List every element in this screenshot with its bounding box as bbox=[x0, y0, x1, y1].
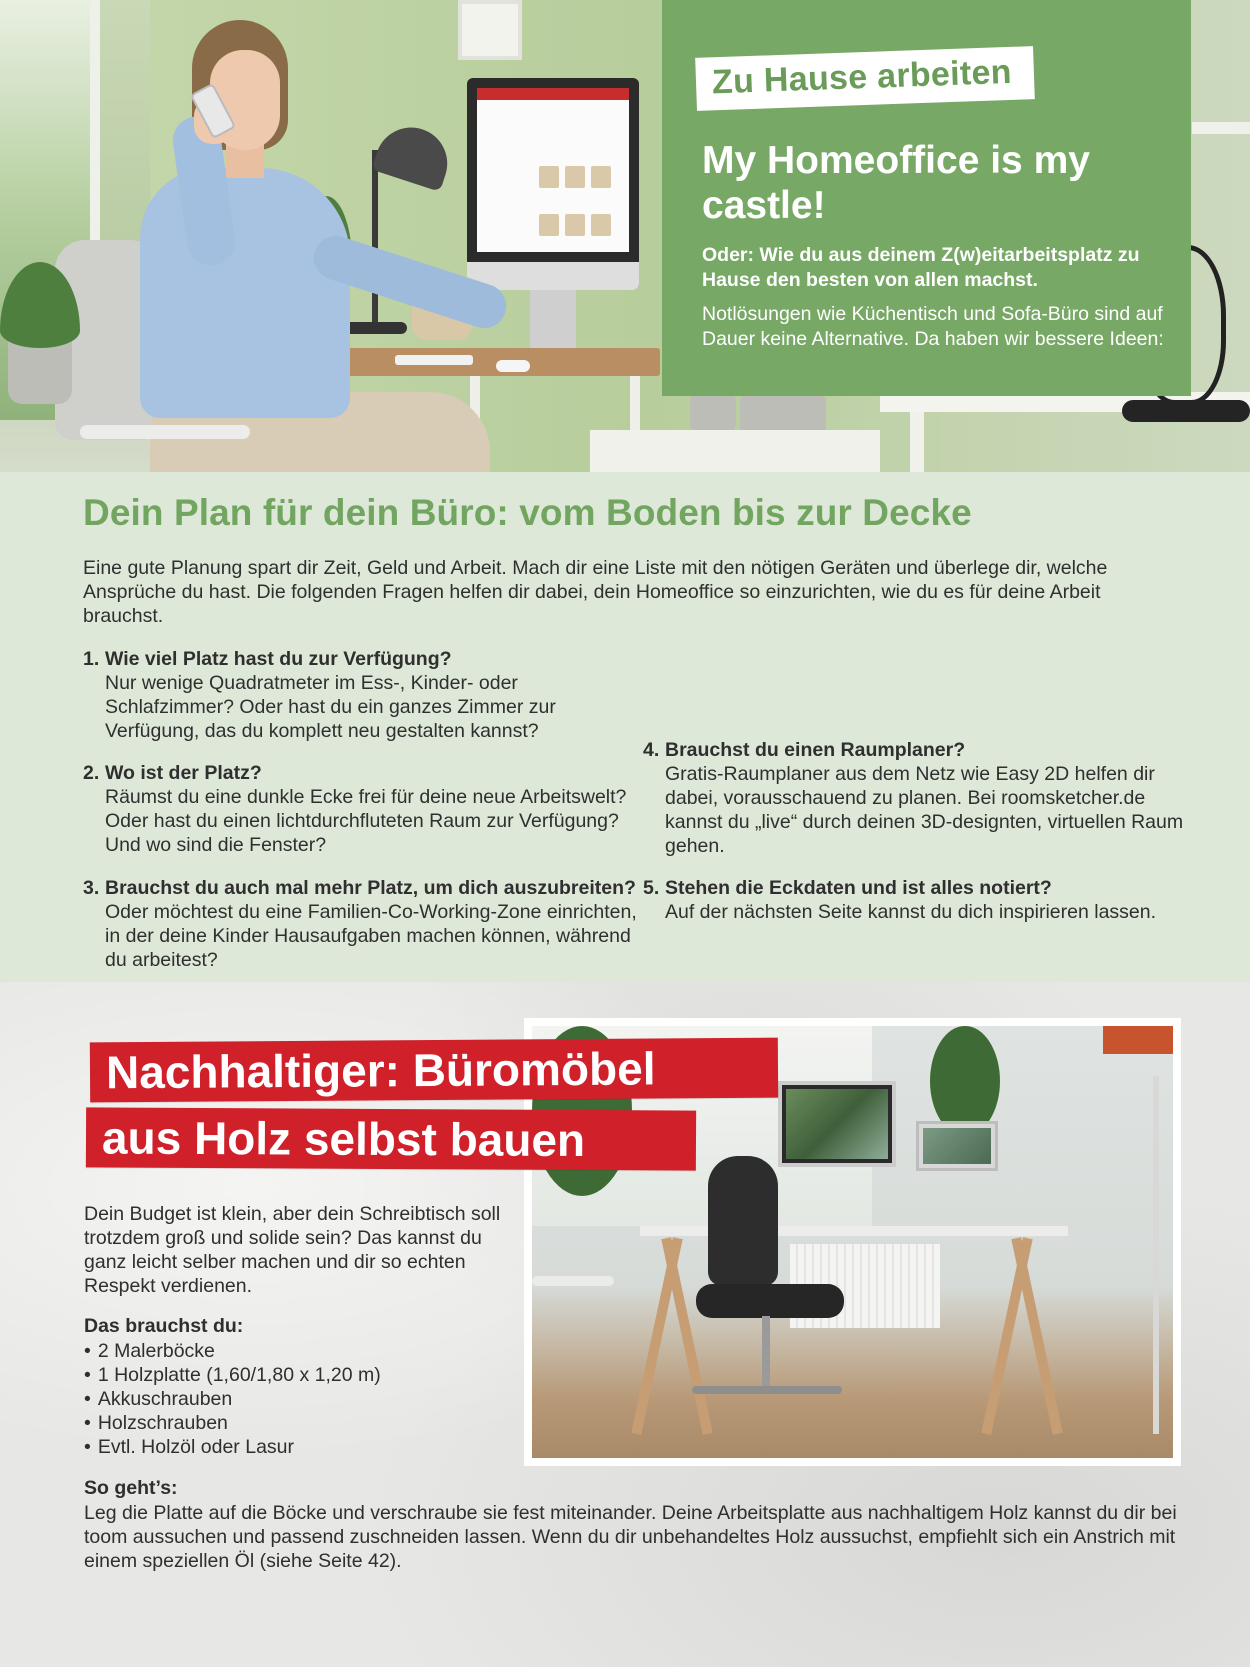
hero-monitor-icon bbox=[467, 78, 639, 290]
hero-wall-shelf bbox=[1192, 122, 1250, 134]
hero-section bbox=[0, 0, 1250, 472]
hero-screen-product-tile bbox=[539, 166, 559, 188]
diy-photo-trestle-leg bbox=[661, 1237, 712, 1435]
hero-screen-product-tile bbox=[591, 166, 611, 188]
hero-picture-frame bbox=[458, 0, 522, 60]
question-number: 3. bbox=[83, 877, 100, 899]
question-answer: Gratis-Raumplaner aus dem Netz wie Easy 2D helfen dir dabei, vorausschauend zu planen. Bei roomsketcher.de kannst du „live“ durch deinen 3D-designten, virtuellen Raum gehen. bbox=[665, 763, 1184, 857]
diy-title-line-1: Nachhaltiger: Büromöbel bbox=[90, 1038, 778, 1103]
list-item: • Akkuschrauben bbox=[84, 1387, 381, 1411]
question-title-text: Wie viel Platz hast du zur Verfügung? bbox=[105, 648, 452, 670]
question-item-1 bbox=[83, 647, 643, 743]
question-number: 5. bbox=[643, 877, 660, 899]
question-answer: Oder möchtest du eine Familien-Co-Working-Zone einrichten, in der deine Kinder Hausaufgaben machen können, während du arbeitest? bbox=[105, 901, 637, 971]
diy-photo-laptop-screen bbox=[923, 1128, 991, 1164]
hero-subtitle: Oder: Wie du aus deinem Z(w)eitarbeitsplatz zu Hause den besten von allen machst. bbox=[702, 244, 1140, 291]
list-item: • Evtl. Holzöl oder Lasur bbox=[84, 1435, 381, 1459]
question-number: 1. bbox=[83, 648, 100, 670]
hero-body-text: Notlösungen wie Küchentisch und Sofa-Büro sind auf Dauer keine Alternative. Da haben wir bessere Ideen: bbox=[702, 303, 1164, 350]
hero-text-box bbox=[662, 0, 1191, 396]
diy-title-line-2: aus Holz selbst bauen bbox=[86, 1107, 696, 1170]
question-title-text: Wo ist der Platz? bbox=[105, 762, 262, 784]
hero-monitor-stand bbox=[530, 290, 576, 348]
question-item-5 bbox=[643, 876, 1203, 924]
hero-title: My Homeoffice is my castle! bbox=[702, 139, 1090, 227]
question-title-text: Stehen die Eckdaten und ist alles notiert? bbox=[665, 877, 1052, 899]
hero-woman-on-phone bbox=[140, 20, 440, 472]
plan-intro: Eine gute Planung spart dir Zeit, Geld und Arbeit. Mach dir eine Liste mit den nötigen Geräten und überlege dir, welche Ansprüche du hast. Die folgenden Fragen helfen dir dabei, dein Homeoffice so einzurichten, wie du es für deine Arbeit brauchst. bbox=[83, 557, 1108, 627]
question-item-2 bbox=[83, 761, 643, 857]
diy-needs-list bbox=[84, 1339, 381, 1459]
diy-photo-desk-top bbox=[640, 1226, 1068, 1236]
question-title bbox=[83, 761, 643, 785]
hero-screen-product-tile bbox=[591, 214, 611, 236]
diy-needs-title: Das brauchst du: bbox=[84, 1315, 244, 1337]
hero-tag-label: Zu Hause arbeiten bbox=[695, 46, 1035, 111]
hero-monitor-screen bbox=[477, 88, 629, 252]
diy-photo-laptop-icon bbox=[916, 1121, 998, 1171]
diy-section bbox=[0, 982, 1250, 1667]
question-title bbox=[643, 876, 1203, 900]
question-title bbox=[643, 738, 1203, 762]
diy-photo-monitor-screen bbox=[786, 1089, 888, 1159]
hero-screen-product-tile bbox=[565, 214, 585, 236]
hero-screen-header-bar bbox=[477, 88, 629, 100]
question-title-text: Brauchst du einen Raumplaner? bbox=[665, 739, 966, 761]
hero-chair-armrest bbox=[80, 425, 250, 439]
question-item-4 bbox=[643, 738, 1203, 858]
diy-how-text: Leg die Platte auf die Böcke und verschraube sie fest miteinander. Deine Arbeitsplatte aus nachhaltigem Holz kannst du dir bei toom aussuchen und passend zuschneiden lassen. Wenn du dir unbehandeltes Holz aussuchst, empfiehlt sich ein Anstrich mit einem speziellen Öl (siehe Seite 42). bbox=[84, 1502, 1177, 1572]
question-title bbox=[83, 647, 643, 671]
diy-photo-chair-seat bbox=[696, 1284, 844, 1318]
diy-photo-wall-art bbox=[1103, 1026, 1173, 1054]
hero-mouse-icon bbox=[496, 360, 530, 372]
hero-person-torso bbox=[140, 168, 350, 418]
question-title bbox=[83, 876, 643, 900]
question-answer: Nur wenige Quadratmeter im Ess-, Kinder- oder Schlafzimmer? Oder hast du ein ganzes Zimmer zur Verfügung, das du komplett neu gestalten kannst? bbox=[105, 672, 556, 742]
list-item: • Holzschrauben bbox=[84, 1411, 381, 1435]
question-number: 2. bbox=[83, 762, 100, 784]
hero-shelf-leg bbox=[910, 412, 924, 472]
hero-screen-product-tile bbox=[539, 214, 559, 236]
question-item-3 bbox=[83, 876, 643, 972]
question-answer: Räumst du eine dunkle Ecke frei für deine neue Arbeitswelt? Oder hast du einen lichtdurchfluteten Raum zur Verfügung? Und wo sind die Fenster? bbox=[105, 786, 627, 856]
hero-screen-product-tile bbox=[565, 166, 585, 188]
question-number: 4. bbox=[643, 739, 660, 761]
diy-photo-trestle-leg bbox=[1011, 1237, 1062, 1435]
list-item: • 1 Holzplatte (1,60/1,80 x 1,20 m) bbox=[84, 1363, 381, 1387]
plan-section bbox=[0, 472, 1250, 982]
diy-photo-chair-pole bbox=[762, 1316, 770, 1388]
diy-photo-chair-back bbox=[708, 1156, 778, 1286]
diy-photo-chair-foot bbox=[692, 1386, 842, 1394]
hero-cabinet bbox=[590, 430, 880, 472]
diy-photo-monitor-icon bbox=[778, 1081, 896, 1167]
diy-how-title: So geht’s: bbox=[84, 1477, 178, 1499]
diy-photo-floor-lamp bbox=[1153, 1076, 1159, 1434]
hero-vase-base bbox=[1122, 400, 1250, 422]
diy-intro: Dein Budget ist klein, aber dein Schreibtisch soll trotzdem groß und solide sein? Das kannst du ganz leicht selber machen und dir so echten Respekt verdienen. bbox=[84, 1203, 501, 1297]
plan-heading: Dein Plan für dein Büro: vom Boden bis zur Decke bbox=[83, 492, 972, 533]
list-item: • 2 Malerböcke bbox=[84, 1339, 381, 1363]
question-answer: Auf der nächsten Seite kannst du dich inspirieren lassen. bbox=[665, 901, 1157, 923]
question-title-text: Brauchst du auch mal mehr Platz, um dich auszubreiten? bbox=[105, 877, 636, 899]
diy-photo-stool bbox=[532, 1276, 614, 1286]
diy-photo-plant-icon bbox=[930, 1026, 1000, 1136]
